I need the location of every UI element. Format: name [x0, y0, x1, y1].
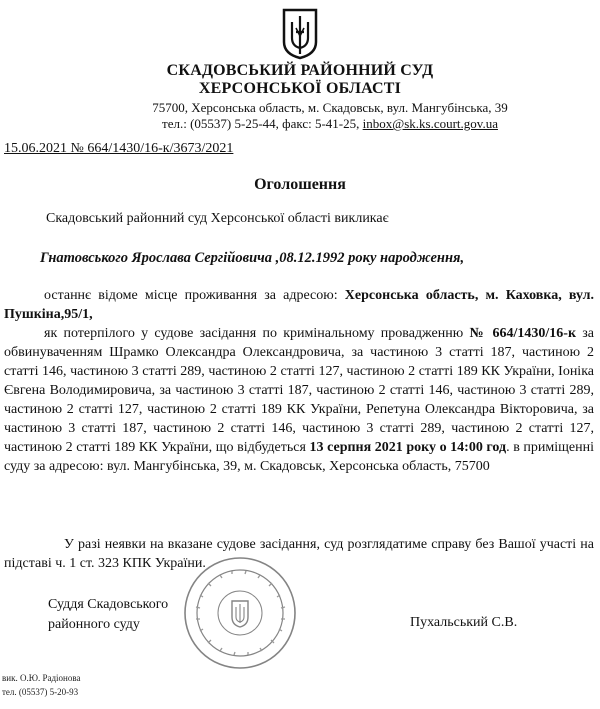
coat-of-arms-icon — [282, 8, 318, 60]
residence-prefix: останнє відоме місце проживання за адресою: — [44, 288, 345, 303]
court-name-line1: СКАДОВСЬКИЙ РАЙОННИЙ СУД — [166, 62, 434, 79]
intro-text: Скадовський районний суд Херсонської області викликає — [46, 211, 389, 226]
summoned-person: Гнатовського Ярослава Сергійовича ,08.12.1992 року народження, — [40, 250, 465, 266]
registration-line — [4, 141, 233, 157]
case-number: № 664/1430/16-к — [469, 326, 577, 341]
court-phones: тел.: (05537) 5-25-44, факс: 5-41-25, — [162, 116, 363, 131]
accusation-text: за обвинуваченням Шрамко Олександра Олександровича, за частиною 3 статті 187, частиною 2 статті 146, частиною 3 статті 289, частиною 2 статті 127, частиною 2 статті 189 КК України, Іоніка Євгена Володимировича, за частиною 3 статті 187, частиною 2 статті 146, частиною 3 статті 289, частиною 2 статті 127, частиною 2 статті 189 КК України, Репетуна Олександра Вікторовича, за частиною 3 статті 187, частиною 2 статті 146, частиною 3 статті 289, частиною 2 статті 127, частиною 2 статті 189 КК України, що відбудеться — [4, 326, 595, 455]
judge-position — [48, 595, 168, 635]
judge-name: Пухальський С.В. — [410, 615, 518, 630]
hearing-datetime: 13 серпня 2021 року о 14:00 год — [309, 440, 507, 455]
judge-position-line1: Суддя Скадовського — [48, 597, 169, 612]
hearing-venue: . в приміщенні суду за адресою: вул. Мангубінська, 39, м. Скадовськ, Херсонська область, 75700 — [4, 440, 594, 474]
residence-address: Херсонська область, м. Каховка, вул. Пушкіна,95/1, — [4, 288, 594, 322]
court-email-link[interactable]: inbox@sk.ks.court.gov.ua — [362, 116, 498, 131]
executor-name: вик. О.Ю. Радіонова — [2, 673, 81, 683]
page-title: Оголошення — [254, 176, 346, 193]
role-prefix: як потерпілого у судове засідання по кримінальному провадженню — [44, 326, 470, 341]
registration-date: 15.06.2021 — [4, 141, 67, 156]
court-seal-stamp — [182, 555, 298, 671]
registration-number: № 664/1430/16-к/3673/2021 — [70, 141, 234, 156]
court-address: 75700, Херсонська область, м. Скадовськ, вул. Мангубінська, 39 — [152, 100, 508, 115]
absence-warning-text: У разі неявки на вказане судове засідання, суд розглядатиме справу без Вашої участі на підставі ч. 1 ст. 323 КПК України. — [4, 537, 594, 571]
absence-warning — [4, 535, 594, 573]
court-contacts — [0, 116, 600, 132]
judge-position-line2: районного суду — [48, 617, 140, 632]
executor-phone: тел. (05537) 5-20-93 — [2, 687, 79, 697]
summons-body — [4, 286, 594, 476]
court-name-line2: ХЕРСОНСЬКОЇ ОБЛАСТІ — [198, 80, 402, 97]
